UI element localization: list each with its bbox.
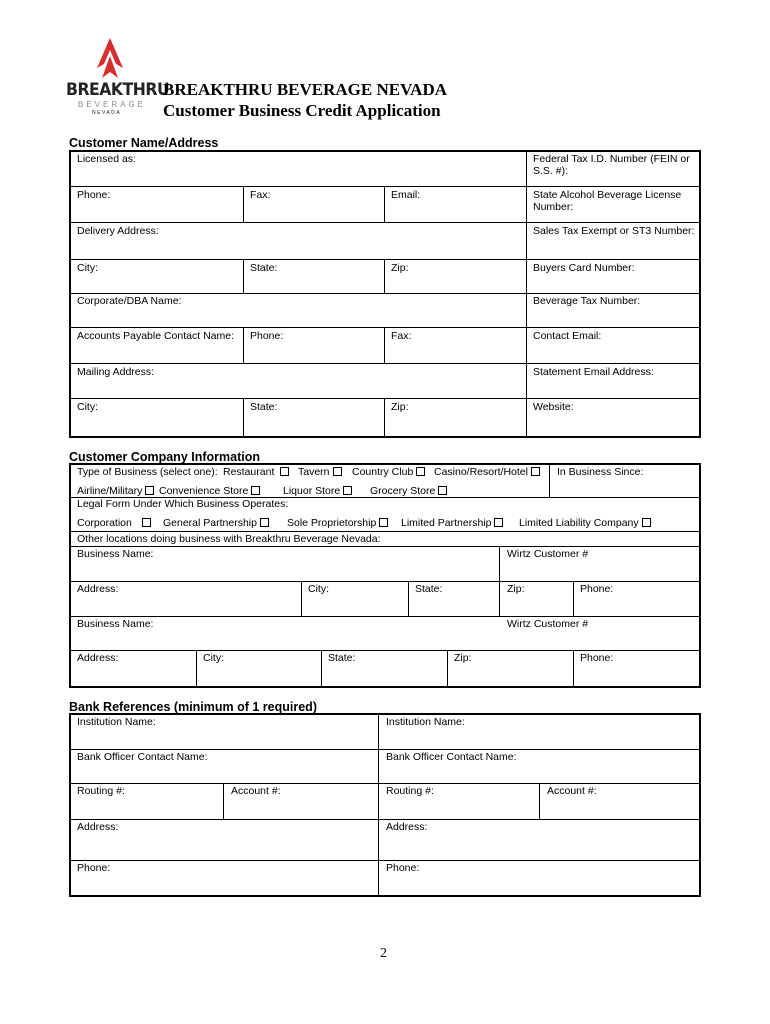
logo-brand: BREAKTHRU [66,80,170,100]
routing-2-field[interactable]: Routing #: [386,785,434,797]
checkbox-general-partnership[interactable]: General Partnership [163,517,269,529]
beverage-tax-field[interactable]: Beverage Tax Number: [533,295,641,307]
flame-icon [96,38,124,80]
city2-field[interactable]: City: [77,401,98,413]
statement-email-field[interactable]: Statement Email Address: [533,366,654,378]
address-2-field[interactable]: Address: [77,652,119,664]
state2-field[interactable]: State: [250,401,278,413]
fein-field[interactable]: Federal Tax I.D. Number (FEIN or S.S. #): [533,153,690,177]
phone-2-field[interactable]: Phone: [580,652,614,664]
institution-1-field[interactable]: Institution Name: [77,716,156,728]
city-1-field[interactable]: City: [308,583,329,595]
checkbox-icon[interactable] [416,467,425,476]
state-2-field[interactable]: State: [328,652,356,664]
corporate-dba-field[interactable]: Corporate/DBA Name: [77,295,182,307]
bank-phone-2-field[interactable]: Phone: [386,862,420,874]
ap-fax-field[interactable]: Fax: [391,330,412,342]
checkbox-icon[interactable] [280,467,289,476]
checkbox-icon[interactable] [531,467,540,476]
bank-references-table [69,713,701,897]
zip2-field[interactable]: Zip: [391,401,409,413]
wirtz-customer-1-field[interactable]: Wirtz Customer # [507,548,589,560]
institution-2-field[interactable]: Institution Name: [386,716,465,728]
checkbox-tavern[interactable]: Tavern [298,466,342,478]
email-field[interactable]: Email: [391,189,421,201]
checkbox-icon[interactable] [642,518,651,527]
state-license-field[interactable]: State Alcohol Beverage License Number: [533,189,682,213]
checkbox-casino[interactable]: Casino/Resort/Hotel [434,466,540,478]
mailing-address-field[interactable]: Mailing Address: [77,366,155,378]
contact-email-field[interactable]: Contact Email: [533,330,602,342]
in-business-since-field[interactable]: In Business Since: [557,466,644,478]
checkbox-convenience[interactable]: Convenience Store [159,485,260,497]
company-logo [66,38,170,120]
phone-field[interactable]: Phone: [77,189,111,201]
officer-2-field[interactable]: Bank Officer Contact Name: [386,751,517,763]
checkbox-country-club[interactable]: Country Club [352,466,425,478]
business-name-1-field[interactable]: Business Name: [77,548,154,560]
checkbox-sole-proprietorship[interactable]: Sole Proprietorship [287,517,388,529]
wirtz-customer-2-field[interactable]: Wirtz Customer # [507,618,589,630]
licensed-as-field[interactable]: Licensed as: [77,153,136,165]
page-title: Customer Business Credit Application [163,101,441,120]
checkbox-icon[interactable] [379,518,388,527]
checkbox-corporation[interactable]: Corporation [77,517,151,529]
fax-field[interactable]: Fax: [250,189,271,201]
phone-1-field[interactable]: Phone: [580,583,614,595]
state-1-field[interactable]: State: [415,583,443,595]
checkbox-icon[interactable] [142,518,151,527]
checkbox-icon[interactable] [343,486,352,495]
page-number: 2 [380,946,387,961]
checkbox-icon[interactable] [438,486,447,495]
checkbox-liquor[interactable]: Liquor Store [283,485,352,497]
logo-sub-nevada: NEVADA [92,110,122,116]
checkbox-icon[interactable] [494,518,503,527]
checkbox-icon[interactable] [260,518,269,527]
checkbox-grocery[interactable]: Grocery Store [370,485,447,497]
city-field[interactable]: City: [77,262,98,274]
ap-phone-field[interactable]: Phone: [250,330,284,342]
buyers-card-field[interactable]: Buyers Card Number: [533,262,635,274]
delivery-address-field[interactable]: Delivery Address: [77,225,159,237]
zip-field[interactable]: Zip: [391,262,409,274]
section-heading-bank: Bank References (minimum of 1 required) [69,700,317,714]
state-field[interactable]: State: [250,262,278,274]
other-locations-label: Other locations doing business with Breakthru Beverage Nevada: [77,533,381,545]
officer-1-field[interactable]: Bank Officer Contact Name: [77,751,208,763]
legal-form-label: Legal Form Under Which Business Operates: [77,498,289,510]
zip-1-field[interactable]: Zip: [507,583,525,595]
checkbox-icon[interactable] [145,486,154,495]
account-1-field[interactable]: Account #: [231,785,281,797]
logo-sub-beverage: BEVERAGE [78,100,147,109]
city-2-field[interactable]: City: [203,652,224,664]
address-1-field[interactable]: Address: [77,583,119,595]
zip-2-field[interactable]: Zip: [454,652,472,664]
checkbox-restaurant[interactable]: Restaurant [223,466,289,478]
website-field[interactable]: Website: [533,401,574,413]
sales-tax-field[interactable]: Sales Tax Exempt or ST3 Number: [533,225,695,237]
account-2-field[interactable]: Account #: [547,785,597,797]
business-type-label: Type of Business (select one): [77,466,218,478]
company-name: BREAKTHRU BEVERAGE NEVADA [163,80,448,99]
checkbox-airline[interactable]: Airline/Military [77,485,154,497]
checkbox-icon[interactable] [251,486,260,495]
bank-phone-1-field[interactable]: Phone: [77,862,111,874]
checkbox-icon[interactable] [333,467,342,476]
section-heading-company: Customer Company Information [69,450,260,464]
ap-contact-field[interactable]: Accounts Payable Contact Name: [77,330,234,342]
section-heading-customer: Customer Name/Address [69,136,219,150]
bank-address-2-field[interactable]: Address: [386,821,428,833]
business-name-2-field[interactable]: Business Name: [77,618,154,630]
bank-address-1-field[interactable]: Address: [77,821,119,833]
routing-1-field[interactable]: Routing #: [77,785,125,797]
checkbox-llc[interactable]: Limited Liability Company [519,517,651,529]
checkbox-limited-partnership[interactable]: Limited Partnership [401,517,503,529]
